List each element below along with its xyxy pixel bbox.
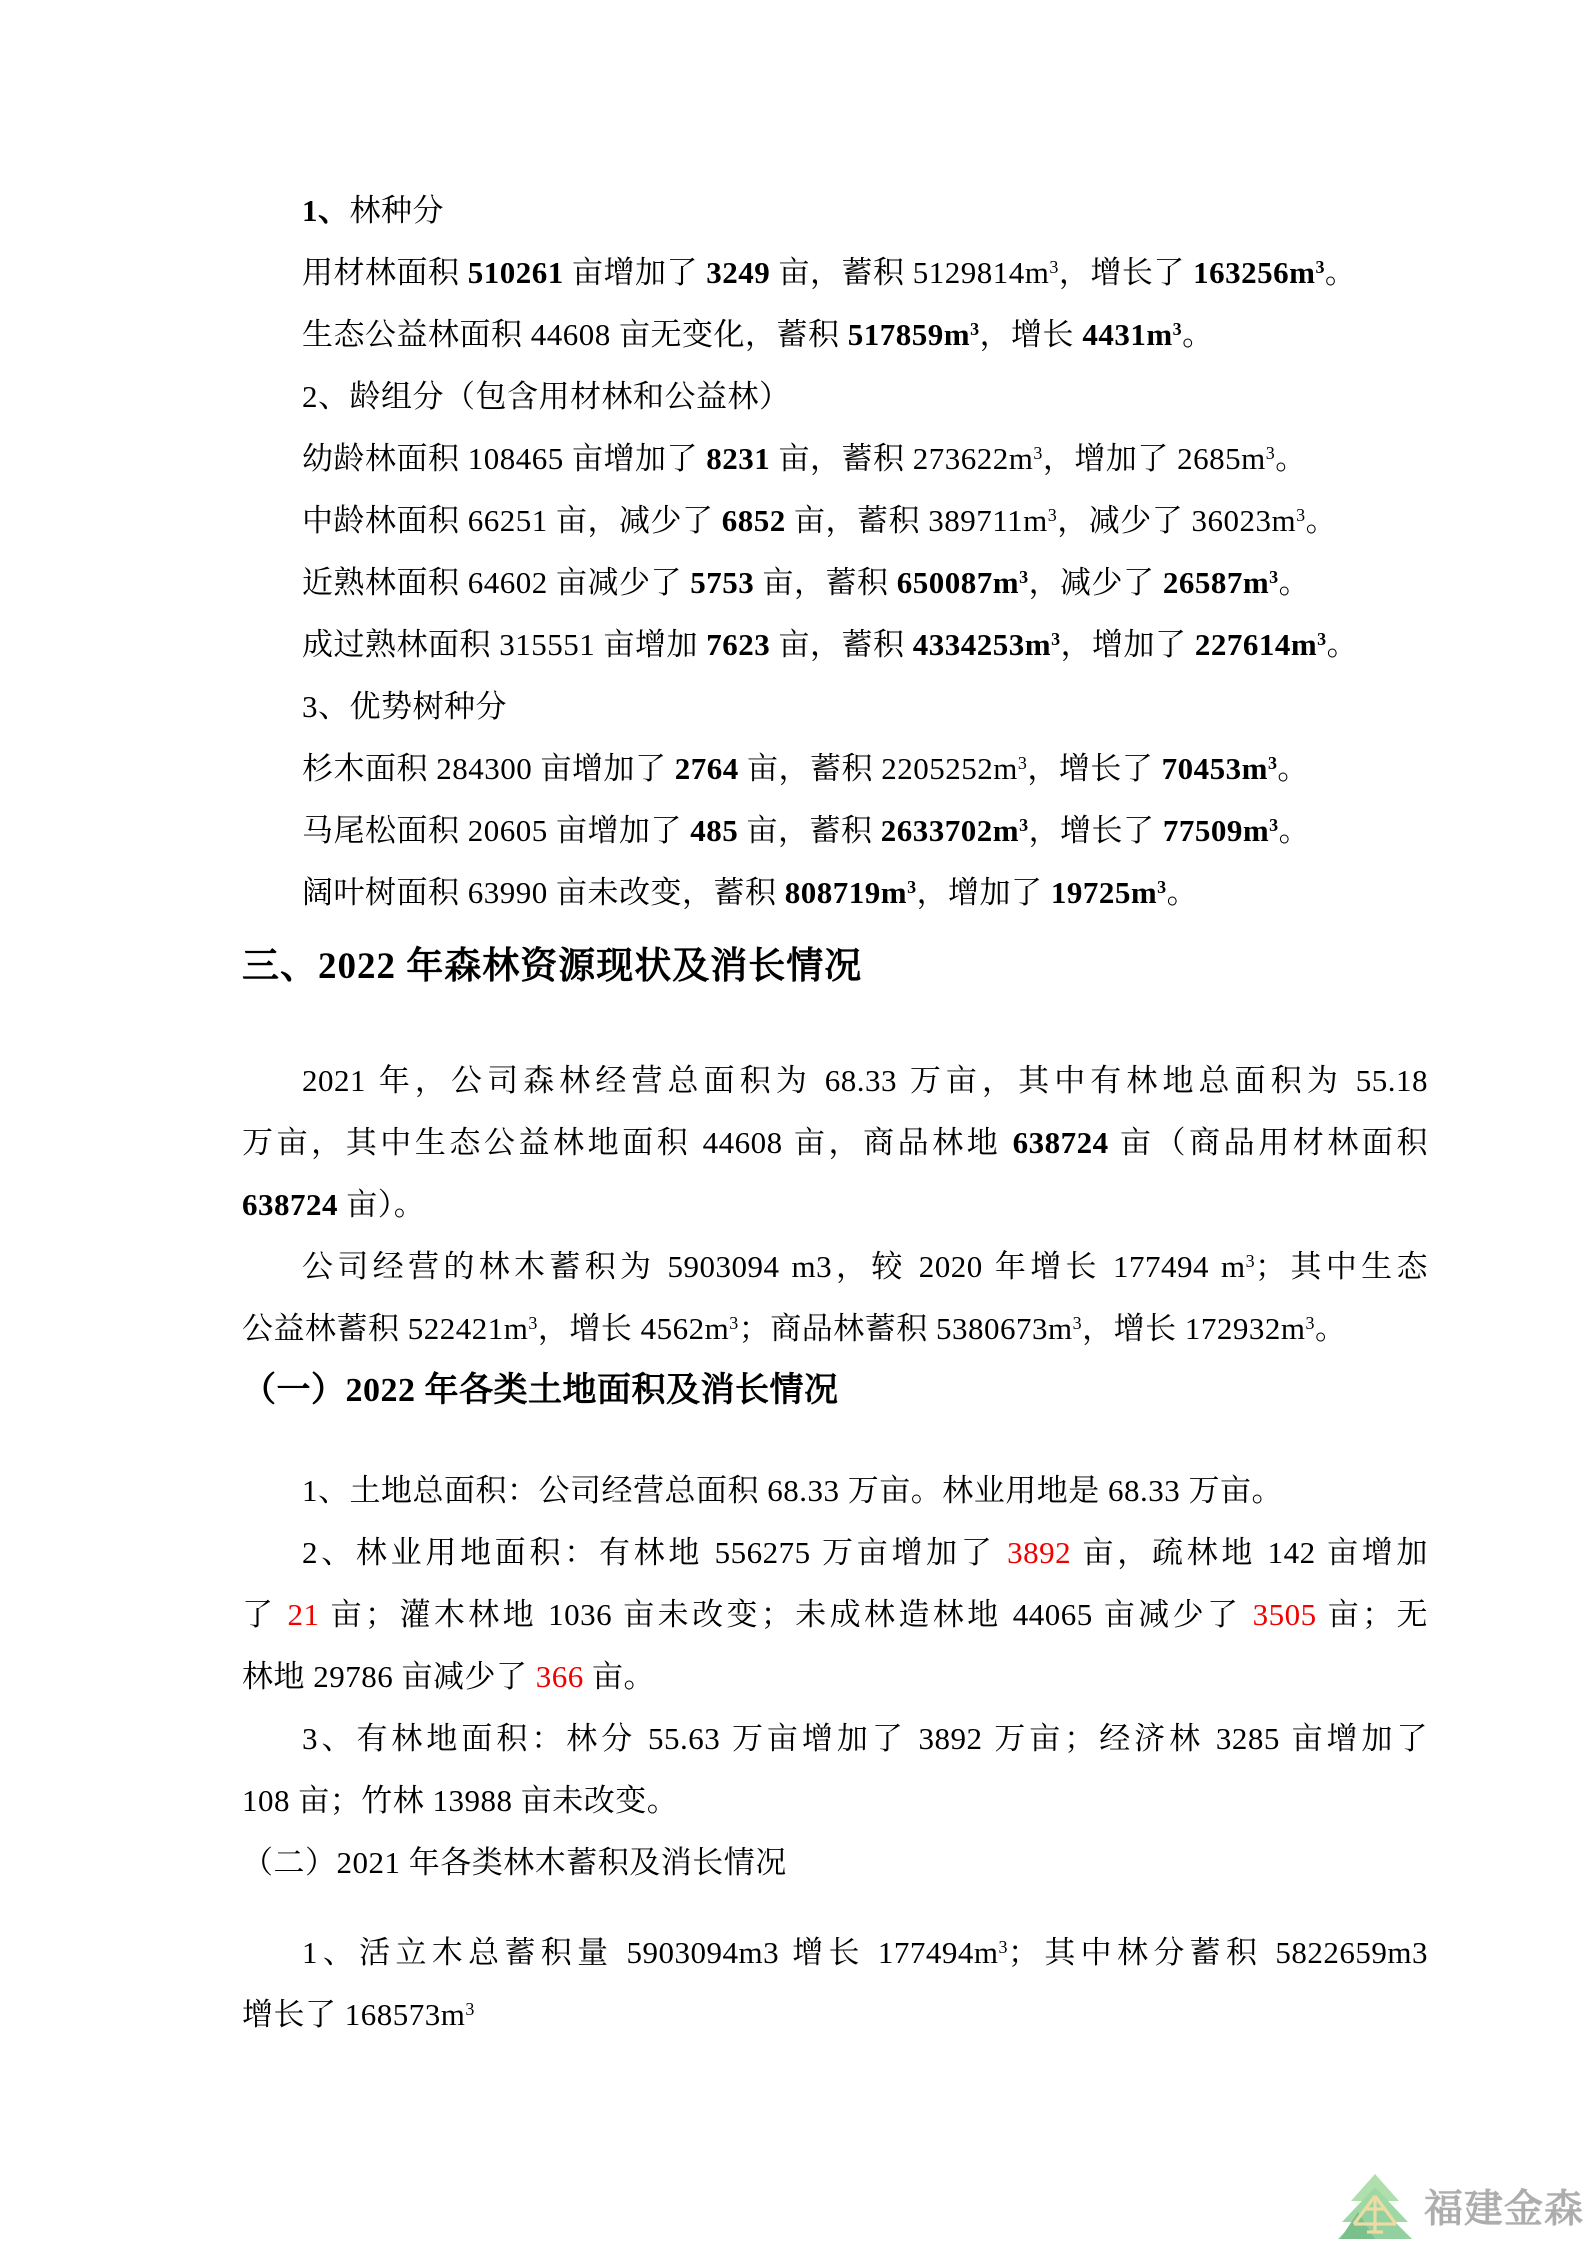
text-segment: 林地 29786 亩减少了 [242,1659,536,1694]
text-segment: 3 [729,1313,739,1334]
text-segment: 4334253m [912,627,1052,662]
para-broadleaf-line-1 [242,862,1428,924]
text-segment: 中龄林面积 66251 亩，减少了 [302,503,722,538]
list-item-age-group-heading-line-1 [242,366,1428,428]
text-segment: 3 [970,319,980,340]
text-segment: ；其中生态 [1255,1249,1428,1284]
text-segment: 幼龄林面积 108465 亩增加了 [302,441,707,476]
text-segment: 3、有林地面积：林分 55.63 万亩增加了 3892 万亩；经济林 3285 亩增加了 [302,1721,1428,1756]
para-near-mature-forest [242,552,1428,614]
text-segment: 亩；无 [1316,1597,1428,1632]
text-segment: 3 [998,1937,1009,1958]
text-segment: 19725m [1050,875,1158,910]
text-segment: 6852 [721,503,786,538]
text-segment: 亩，蓄积 5129814m [770,255,1050,290]
text-segment: 阔叶树面积 63990 亩未改变，蓄积 [302,875,785,910]
text-segment: 808719m [784,875,908,910]
para-forested-land-area-line-2 [242,1770,1428,1832]
text-segment: 杉木面积 284300 亩增加了 [302,751,675,786]
text-segment: 3 [1269,815,1279,836]
para-2021-overview-line-1 [242,1050,1428,1112]
text-segment: 近熟林面积 64602 亩减少了 [302,565,691,600]
para-masson-pine [242,800,1428,862]
text-segment: 亩增加了 [563,255,707,290]
list-item-age-group-heading [242,366,1428,428]
para-middle-age-forest-line-1 [242,490,1428,552]
text-segment: 3 [1245,1251,1256,1272]
para-masson-pine-line-1 [242,800,1428,862]
text-segment: 77509m [1162,813,1270,848]
text-segment: 5753 [690,565,755,600]
brand-name: 福建金森 [1424,2187,1585,2232]
para-forestry-land-area-line-2 [242,1584,1428,1646]
text-segment: 。 [1326,627,1359,662]
text-segment: 用材林面积 [302,255,468,290]
para-forested-land-area-line-1 [242,1708,1428,1770]
para-company-stock-line-1 [242,1236,1428,1298]
text-segment: 485 [690,813,739,848]
para-mature-overmature-forest [242,614,1428,676]
text-segment: 3 [1047,505,1058,526]
text-segment: ，增加了 [916,875,1051,910]
para-2021-overview-line-3 [242,1174,1428,1236]
text-segment: 1、 [302,193,350,228]
text-segment: 。 [1182,317,1214,352]
text-segment: 万亩，其中生态公益林地面积 44608 亩，商品林地 [242,1125,1013,1160]
brand-logo [1338,2174,1584,2240]
para-2021-overview [242,1050,1428,1236]
para-forestry-land-area [242,1522,1428,1708]
heading-subsection-one-line-1 [242,1360,1428,1422]
text-segment: 3 [465,1999,475,2020]
para-forested-land-area [242,1708,1428,1832]
heading-subsection-one [242,1360,1428,1422]
text-segment: ，增加了 2685m [1042,441,1266,476]
text-segment: 亩（商品用材林面积 [1108,1125,1429,1160]
text-segment: ，增加了 [1060,627,1195,662]
text-segment: 638724 [1012,1125,1109,1160]
text-segment: 3 [907,877,917,898]
text-segment: 3 [1019,567,1029,588]
text-segment: 亩，蓄积 389711m [785,503,1048,538]
para-forestry-land-area-line-3 [242,1646,1428,1708]
text-segment: 227614m [1194,627,1318,662]
text-segment: 亩，疏林地 142 亩增加 [1071,1535,1429,1570]
para-fir-line-1 [242,738,1428,800]
text-segment: 公益林蓄积 522421m [242,1311,529,1346]
text-segment: 638724 [242,1187,338,1222]
para-forestry-land-area-line-1 [242,1522,1428,1584]
text-segment: 。 [1278,813,1311,848]
text-segment: 3 [1317,629,1327,650]
text-segment: ，增长了 [1058,255,1194,290]
heading-subsection-two [242,1832,1428,1894]
text-segment: 163256m [1193,255,1316,290]
text-segment: 3 [1267,753,1278,774]
para-land-total-area [242,1460,1428,1522]
para-fir [242,738,1428,800]
text-segment: 510261 [467,255,564,290]
text-segment: 增长了 168573m [242,1997,466,2032]
para-middle-age-forest [242,490,1428,552]
text-segment: 3 [528,1313,538,1334]
text-segment: 林种分 [349,193,444,228]
text-segment: ，减少了 [1028,565,1163,600]
para-company-stock [242,1236,1428,1360]
text-segment: 2764 [674,751,739,786]
highlighted-number: 3892 [1007,1535,1072,1570]
para-near-mature-forest-line-1 [242,552,1428,614]
text-segment: 了 [242,1597,288,1632]
text-segment: 。 [1305,503,1338,538]
para-2021-overview-line-2 [242,1112,1428,1174]
text-segment: 3 [1033,443,1043,464]
text-segment: ，增长 4562m [537,1311,730,1346]
text-segment: ，增长 [979,317,1083,352]
para-ecological-forest [242,304,1428,366]
text-segment: 成过熟林面积 315551 亩增加 [302,627,707,662]
text-segment: 3 [1265,443,1276,464]
text-segment: 亩。 [583,1659,655,1694]
text-segment: 亩）。 [338,1187,426,1222]
text-segment: 公司经营的林木蓄积为 5903094 m3，较 2020 年增长 177494 m [302,1249,1246,1284]
text-segment: 1、土地总面积：公司经营总面积 68.33 万亩。林业用地是 68.33 万亩。 [302,1473,1283,1508]
text-segment: 亩，蓄积 273622m [770,441,1034,476]
text-segment: 3 [1172,319,1183,340]
para-ecological-forest-line-1 [242,304,1428,366]
text-segment: 26587m [1162,565,1270,600]
text-segment: 3 [1019,815,1029,836]
list-item-dominant-species-heading-line-1 [242,676,1428,738]
text-segment: 。 [1324,255,1357,290]
para-timber-forest [242,242,1428,304]
text-segment: 2、林业用地面积：有林地 556275 万亩增加了 [302,1535,1008,1570]
para-young-forest [242,428,1428,490]
text-segment: 马尾松面积 20605 亩增加了 [302,813,691,848]
text-segment: 生态公益林面积 44608 亩无变化，蓄积 [302,317,848,352]
text-segment: ；商品林蓄积 5380673m [738,1311,1073,1346]
heading-section-three [242,936,1428,998]
highlighted-number: 21 [287,1597,320,1632]
text-segment: 8231 [706,441,771,476]
text-segment: 650087m [896,565,1020,600]
text-segment: 3 [1269,567,1279,588]
para-standing-stock [242,1922,1428,2046]
para-young-forest-line-1 [242,428,1428,490]
text-segment: 3 [1296,505,1306,526]
text-segment: 3 [1072,1313,1083,1334]
text-segment: 3 [1315,257,1325,278]
text-segment: ，增长了 [1028,813,1163,848]
highlighted-number: 366 [535,1659,584,1694]
text-segment: 3 [1049,257,1059,278]
text-segment: 三、2022 年森林资源现状及消长情况 [242,946,863,987]
text-segment: 亩，蓄积 [754,565,897,600]
para-mature-overmature-forest-line-1 [242,614,1428,676]
text-segment: 亩，蓄积 2205252m [738,751,1018,786]
text-segment: 517859m [847,317,971,352]
text-segment: 2633702m [880,813,1020,848]
text-segment: 。 [1275,441,1307,476]
list-item-forest-type-heading-line-1 [242,180,1428,242]
text-segment: 。 [1314,1311,1347,1346]
document-body [242,180,1428,2046]
text-segment: 4431m [1082,317,1173,352]
text-segment: 108 亩；竹林 13988 亩未改变。 [242,1783,679,1818]
text-segment: ，增长了 [1027,751,1162,786]
text-segment: 。 [1278,565,1311,600]
para-land-total-area-line-1 [242,1460,1428,1522]
para-company-stock-line-2 [242,1298,1428,1360]
text-segment: ，减少了 36023m [1057,503,1297,538]
logo-tree-icon [1338,2174,1412,2240]
text-segment: 亩；灌木林地 1036 亩未改变；未成林造林地 44065 亩减少了 [319,1597,1253,1632]
highlighted-number: 3505 [1252,1597,1317,1632]
text-segment: 70453m [1161,751,1268,786]
para-timber-forest-line-1 [242,242,1428,304]
text-segment: 3 [1305,1313,1315,1334]
heading-section-three-line-1 [242,936,1428,998]
list-item-forest-type-heading [242,180,1428,242]
text-segment: 7623 [706,627,771,662]
text-segment: （二）2021 年各类林木蓄积及消长情况 [242,1845,787,1880]
text-segment: 2、龄组分（包含用材林和公益林） [302,379,791,414]
text-segment: 亩，蓄积 [738,813,881,848]
text-segment: 3、优势树种分 [302,689,507,724]
text-segment: （一）2022 年各类土地面积及消长情况 [242,1372,839,1409]
para-broadleaf [242,862,1428,924]
text-segment: 。 [1166,875,1199,910]
para-standing-stock-line-1 [242,1922,1428,1984]
text-segment: 。 [1277,751,1309,786]
text-segment: 1、活立木总蓄积量 5903094m3 增长 177494m [302,1935,999,1970]
list-item-dominant-species-heading [242,676,1428,738]
text-segment: ；其中林分蓄积 5822659m3 [1008,1935,1428,1970]
text-segment: 3 [1051,629,1061,650]
para-standing-stock-line-2 [242,1984,1428,2046]
text-segment: 亩，蓄积 [770,627,913,662]
text-segment: 3249 [706,255,771,290]
text-segment: 2021 年，公司森林经营总面积为 68.33 万亩，其中有林地总面积为 55.18 [302,1063,1428,1098]
text-segment: ，增长 172932m [1082,1311,1306,1346]
heading-subsection-two-line-1 [242,1832,1428,1894]
text-segment: 3 [1157,877,1167,898]
text-segment: 3 [1017,753,1028,774]
